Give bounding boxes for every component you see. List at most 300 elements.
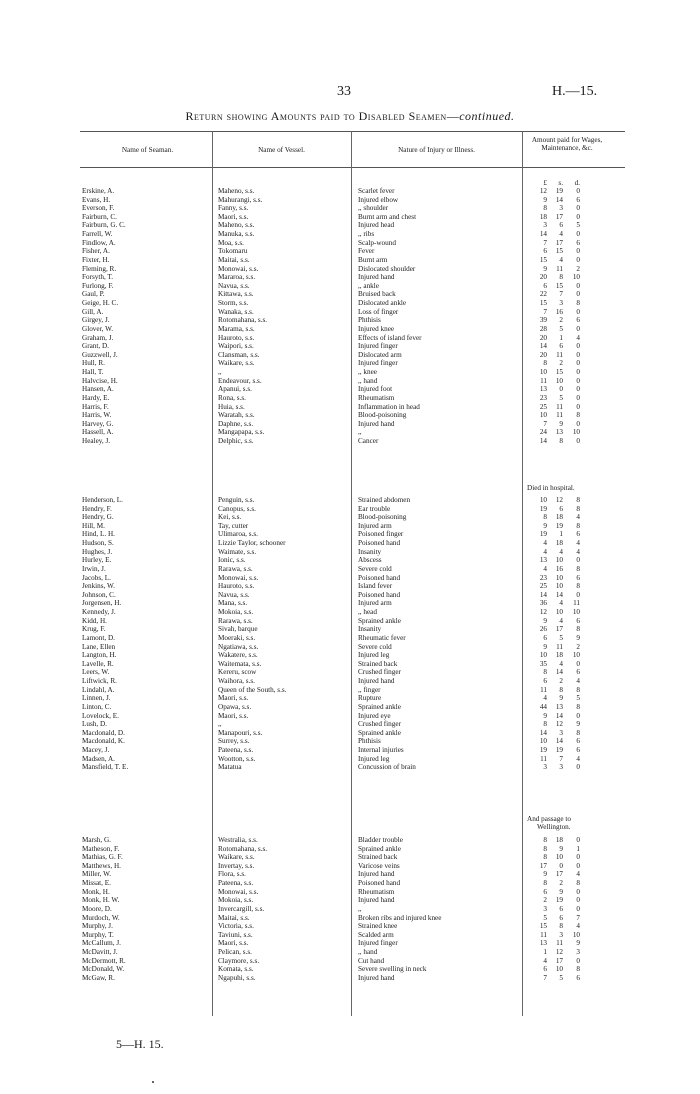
amount-pence: 4	[576, 513, 580, 522]
amount-pounds: 4	[543, 956, 547, 965]
amount-pence: 8	[576, 564, 580, 573]
amount-pence: 10	[572, 428, 580, 437]
seaman-name: Langton, H.	[82, 651, 117, 660]
vessel-name: Tay, cutter	[218, 521, 249, 530]
vessel-name: Westralia, s.s.	[218, 836, 258, 844]
seaman-name: Geige, H. C.	[82, 299, 119, 308]
seaman-name: Fleming, R.	[82, 264, 117, 273]
seaman-name: Halvcise, H.	[82, 376, 118, 385]
amount-pence: 0	[576, 247, 580, 256]
vessel-name: Kereru, scow	[218, 668, 257, 677]
amount-pounds: 5	[543, 913, 547, 922]
amount-pence: 0	[576, 187, 580, 195]
vessel-name: Victoria, s.s.	[218, 922, 254, 931]
amount-shillings: 11	[556, 411, 563, 420]
vessel-name: Queen of the South, s.s.	[218, 685, 287, 694]
seaman-name: Linton, C.	[82, 702, 112, 711]
injury-description: ,, hand	[358, 948, 378, 957]
amount-shillings: 14	[555, 668, 563, 677]
seaman-name: Hardy, E.	[82, 393, 110, 402]
amount-pence: 0	[576, 711, 580, 720]
amount-pence: 0	[576, 419, 580, 428]
amount-pence: 8	[576, 521, 580, 530]
amount-pence: 8	[576, 879, 580, 888]
vessel-name: Clansman, s.s.	[218, 350, 260, 359]
injury-description: Bladder trouble	[358, 836, 403, 844]
injury-description: ,, ankle	[358, 281, 379, 290]
amount-pounds: 39	[539, 316, 547, 325]
amount-pence: 10	[572, 608, 580, 617]
injury-description: Injured hand	[358, 870, 395, 879]
injury-description: ,, ribs	[358, 230, 375, 239]
amount-shillings: 4	[559, 599, 563, 608]
amount-shillings: 13	[555, 428, 563, 437]
seaman-name: Liftwick, R.	[82, 677, 117, 686]
amount-pounds: 4	[543, 694, 547, 703]
seaman-name: Matthews, H.	[82, 861, 121, 870]
seaman-name: Graham, J.	[82, 333, 114, 342]
injury-description: Island fever	[358, 582, 393, 591]
amount-shillings: 13	[555, 702, 563, 711]
vessel-name: Kittawa, s.s.	[218, 290, 254, 299]
note-died-in-hospital: Died in hospital.	[527, 484, 575, 492]
amount-shillings: 3	[559, 930, 563, 939]
amount-pounds: 8	[543, 359, 547, 368]
amount-shillings: 15	[555, 368, 563, 377]
seaman-name: Hull, R.	[82, 359, 105, 368]
amount-shillings: 10	[555, 965, 563, 974]
vessel-name: Matatua	[218, 763, 242, 772]
vessel-name: Manuka, s.s.	[218, 230, 255, 239]
vessel-name: Rarawa, s.s.	[218, 616, 253, 625]
amount-pence: 8	[576, 702, 580, 711]
injury-description: Injured hand	[358, 973, 395, 982]
injury-description: ,, hand	[358, 376, 378, 385]
vessel-name: ,,	[218, 720, 222, 729]
seaman-name: Lamont, D.	[82, 633, 115, 642]
amount-pounds: 8	[543, 513, 547, 522]
seaman-name: Marsh, G.	[82, 836, 111, 844]
seaman-name: Lindahl, A.	[82, 685, 115, 694]
seaman-name: Fairburn, G. C.	[82, 221, 126, 230]
vessel-name: Manapouri, s.s.	[218, 728, 263, 737]
injury-description: ,,	[358, 904, 362, 913]
seaman-name: Missat, E.	[82, 879, 111, 888]
seaman-name: Guzzwell, J.	[82, 350, 118, 359]
amount-shillings: 4	[559, 255, 563, 264]
amount-pence: 10	[572, 273, 580, 282]
amount-pounds: 3	[543, 221, 547, 230]
vessel-name: Claymore, s.s.	[218, 956, 260, 965]
vessel-name: Navua, s.s.	[218, 590, 250, 599]
amount-shillings: 0	[559, 385, 563, 394]
vessel-name: Mokoia, s.s.	[218, 608, 254, 617]
injury-description: Abscess	[358, 556, 382, 565]
title-continued: continued.	[459, 109, 515, 123]
seaman-name: Monk, H.	[82, 887, 110, 896]
vessel-name: Opawa, s.s.	[218, 702, 252, 711]
amount-pence: 4	[576, 547, 580, 556]
amount-shillings: 5	[559, 324, 563, 333]
vessel-name: Pelican, s.s.	[218, 948, 252, 957]
amount-pounds: 2	[543, 896, 547, 905]
seaman-name: Lane, Ellen	[82, 642, 116, 651]
amount-pounds: 8	[543, 720, 547, 729]
injury-description: Ear trouble	[358, 504, 391, 513]
amount-pence: 0	[576, 324, 580, 333]
vessel-name: Endeavour, s.s.	[218, 376, 262, 385]
seaman-name: Hudson, S.	[82, 539, 114, 548]
amount-pence: 0	[576, 204, 580, 213]
injury-description: Poisoned finger	[358, 530, 404, 539]
injury-description: Dislocated shoulder	[358, 264, 416, 273]
amount-pence: 0	[576, 212, 580, 221]
amount-pence: 0	[576, 402, 580, 411]
amount-pounds: 10	[539, 496, 547, 504]
amount-shillings: 4	[559, 547, 563, 556]
injury-description: ,, finger	[358, 685, 381, 694]
amount-shillings: 12	[555, 720, 563, 729]
header-bottom-rule	[80, 167, 625, 168]
seaman-name: McDavitt, J.	[82, 948, 118, 957]
amount-pounds: 7	[543, 973, 547, 982]
seaman-name: Hall, T.	[82, 368, 104, 377]
injury-description: Injured leg	[358, 754, 390, 763]
seaman-name: Furlong, F.	[82, 281, 114, 290]
seaman-name: Fairburn, C.	[82, 212, 117, 221]
injury-description: Injured arm	[358, 599, 392, 608]
seaman-name: Harris, W.	[82, 411, 112, 420]
amount-pence: 0	[576, 290, 580, 299]
seaman-name: Linnen, J.	[82, 694, 111, 703]
injury-description: Rheumatic fever	[358, 633, 406, 642]
amount-pounds: 28	[539, 324, 547, 333]
vessel-name: Ngapuhi, s.s.	[218, 973, 256, 982]
seaman-name: Glover, W.	[82, 324, 114, 333]
amount-pounds: 8	[543, 844, 547, 853]
amount-pence: 0	[576, 763, 580, 772]
amount-pounds: 17	[539, 861, 547, 870]
page-speck	[152, 1081, 154, 1083]
seaman-name: Girgey, J.	[82, 316, 110, 325]
amount-pounds: 9	[543, 264, 547, 273]
amount-pounds: 7	[543, 238, 547, 247]
amount-pounds: 19	[539, 745, 547, 754]
seaman-name: Johnson, C.	[82, 590, 116, 599]
amount-shillings: 9	[559, 694, 563, 703]
amount-pence: 4	[576, 677, 580, 686]
vessel-name: Surrey, s.s.	[218, 737, 250, 746]
vessel-name: Lizzie Taylor, schooner	[218, 539, 286, 548]
injury-description: Injured hand	[358, 273, 395, 282]
amount-shillings: 10	[555, 853, 563, 862]
injury-description: Severe cold	[358, 564, 392, 573]
amount-shillings: 18	[555, 836, 563, 844]
vessel-name: Waratah, s.s.	[218, 411, 255, 420]
vessel-name: Mana, s.s.	[218, 599, 248, 608]
injury-description: Bruised back	[358, 290, 396, 299]
injury-description: Rheumatism	[358, 393, 395, 402]
amount-shillings: 2	[559, 316, 563, 325]
seaman-name: Matheson, F.	[82, 844, 120, 853]
vessel-name: Mahurangi, s.s.	[218, 195, 263, 204]
vessel-name: Ulimaroa, s.s.	[218, 530, 258, 539]
amount-pence: 3	[576, 948, 580, 957]
amount-shillings: 17	[555, 625, 563, 634]
amount-pounds: 3	[543, 904, 547, 913]
amount-pounds: 7	[543, 307, 547, 316]
amount-pounds: 11	[540, 754, 547, 763]
amount-shillings: 2	[559, 879, 563, 888]
vessel-name: Delphic, s.s.	[218, 436, 254, 445]
vessel-name: Ngatiawa, s.s.	[218, 642, 259, 651]
amount-pounds: 6	[543, 281, 547, 290]
amount-pence: 8	[576, 504, 580, 513]
table-top-rule	[80, 131, 625, 132]
vessel-name: Maheno, s.s.	[218, 187, 255, 195]
vessel-name: Waikare, s.s.	[218, 359, 255, 368]
injury-description: Injured arm	[358, 521, 392, 530]
amount-pounds: 35	[539, 659, 547, 668]
amount-pounds: 4	[543, 539, 547, 548]
amount-shillings: 8	[559, 685, 563, 694]
vessel-name: Maitai, s.s.	[218, 255, 250, 264]
amount-pence: 4	[576, 922, 580, 931]
amount-shillings: 4	[559, 659, 563, 668]
amount-shillings: 9	[559, 844, 563, 853]
vessel-name: Fanny, s.s.	[218, 204, 249, 213]
amount-shillings: 7	[559, 754, 563, 763]
amount-pounds: 23	[539, 393, 547, 402]
seaman-name: Harris, F.	[82, 402, 109, 411]
amount-pence: 0	[576, 350, 580, 359]
amount-pounds: 19	[539, 504, 547, 513]
seaman-name: Madsen, A.	[82, 754, 115, 763]
injury-description: Scarlet fever	[358, 187, 395, 195]
amount-pounds: 12	[539, 187, 547, 195]
amount-pounds: 6	[543, 677, 547, 686]
vessel-name: Daphne, s.s.	[218, 419, 254, 428]
amount-pence: 8	[576, 685, 580, 694]
vessel-name: Tokomaru	[218, 247, 248, 256]
amount-pounds: 8	[543, 204, 547, 213]
vessel-name: Pateena, s.s.	[218, 879, 254, 888]
amount-pence: 8	[576, 411, 580, 420]
amount-shillings: 17	[555, 238, 563, 247]
currency-pounds: £	[543, 179, 547, 187]
injury-description: Dislocated ankle	[358, 299, 407, 308]
seaman-name: Hassell, A.	[82, 428, 114, 437]
vessel-name: Storm, s.s.	[218, 299, 249, 308]
amount-pence: 0	[576, 255, 580, 264]
amount-shillings: 1	[559, 333, 563, 342]
injury-description: Rupture	[358, 694, 382, 703]
amount-pence: 4	[576, 754, 580, 763]
amount-pounds: 10	[539, 737, 547, 746]
seaman-name: Jacobs, L.	[82, 573, 111, 582]
amount-pounds: 15	[539, 255, 547, 264]
seaman-name: Farrell, W.	[82, 230, 113, 239]
injury-description: Strained back	[358, 659, 398, 668]
vessel-name: Rona, s.s.	[218, 393, 246, 402]
amount-pence: 6	[576, 195, 580, 204]
amount-pounds: 23	[539, 573, 547, 582]
injury-description: Injured knee	[358, 324, 395, 333]
vessel-name: Maitai, s.s.	[218, 913, 250, 922]
seaman-name: Murphy, T.	[82, 930, 114, 939]
amount-shillings: 17	[555, 212, 563, 221]
amount-pence: 8	[576, 582, 580, 591]
amount-pounds: 12	[539, 608, 547, 617]
injury-description: Scalded arm	[358, 930, 394, 939]
amount-pence: 8	[576, 728, 580, 737]
amount-pence: 5	[576, 694, 580, 703]
vessel-name: Navua, s.s.	[218, 281, 250, 290]
seaman-name: Macdonald, K.	[82, 737, 125, 746]
amount-pence: 4	[576, 333, 580, 342]
seaman-name: Murphy, J.	[82, 922, 113, 931]
vessel-name: Hauroto, s.s.	[218, 333, 255, 342]
injury-description: ,, head	[358, 608, 377, 617]
amount-shillings: 11	[556, 402, 563, 411]
amount-pounds: 6	[543, 633, 547, 642]
seaman-name: Hansen, A.	[82, 385, 114, 394]
seaman-name: Murdoch, W.	[82, 913, 120, 922]
amount-pounds: 11	[540, 376, 547, 385]
amount-pounds: 6	[543, 247, 547, 256]
vessel-name: Rarawa, s.s.	[218, 564, 253, 573]
amount-pounds: 20	[539, 333, 547, 342]
amount-pence: 0	[576, 887, 580, 896]
seaman-name: Grant, D.	[82, 342, 109, 351]
amount-pence: 0	[576, 368, 580, 377]
amount-shillings: 17	[555, 870, 563, 879]
amount-shillings: 9	[559, 887, 563, 896]
amount-pence: 6	[576, 530, 580, 539]
amount-pence: 0	[576, 556, 580, 565]
injury-description: Varicose veins	[358, 861, 400, 870]
vessel-name: Mararoa, s.s.	[218, 273, 256, 282]
amount-pence: 11	[573, 599, 580, 608]
vessel-name: Maori, s.s.	[218, 711, 249, 720]
seaman-name: McCallum, J.	[82, 939, 121, 948]
seaman-name: Findlow, A.	[82, 238, 116, 247]
injury-description: Poisoned hand	[358, 879, 401, 888]
amount-shillings: 19	[555, 187, 563, 195]
amount-pounds: 20	[539, 273, 547, 282]
injury-description: Injured head	[358, 221, 395, 230]
vessel-name: Hauroto, s.s.	[218, 582, 255, 591]
injury-description: Scalp-wound	[358, 238, 396, 247]
injury-description: Crushed finger	[358, 720, 401, 729]
amount-pounds: 9	[543, 616, 547, 625]
injury-description: Injured hand	[358, 896, 395, 905]
injury-description: Poisoned hand	[358, 539, 401, 548]
amount-shillings: 3	[559, 728, 563, 737]
amount-shillings: 9	[559, 419, 563, 428]
amount-shillings: 10	[555, 556, 563, 565]
amount-pence: 6	[576, 737, 580, 746]
amount-shillings: 10	[555, 573, 563, 582]
vessel-name: Penguin, s.s.	[218, 496, 255, 504]
amount-shillings: 11	[556, 642, 563, 651]
vessel-name: Moa, s.s.	[218, 238, 244, 247]
injury-description: ,, knee	[358, 368, 377, 377]
amount-shillings: 3	[559, 299, 563, 308]
seaman-name: Gill, A.	[82, 307, 104, 316]
vessel-name: Ionic, s.s.	[218, 556, 246, 565]
amount-shillings: 6	[559, 913, 563, 922]
vessel-name: Huia, s.s.	[218, 402, 245, 411]
amount-pounds: 9	[543, 711, 547, 720]
seaman-name: Fixter, H.	[82, 255, 110, 264]
amount-pence: 8	[576, 625, 580, 634]
vessel-name: Monowai, s.s.	[218, 573, 259, 582]
amount-shillings: 18	[555, 651, 563, 660]
amount-pence: 0	[576, 904, 580, 913]
vessel-name: Waipori, s.s.	[218, 342, 254, 351]
amount-pounds: 14	[539, 230, 547, 239]
amount-pence: 6	[576, 973, 580, 982]
amount-shillings: 14	[555, 195, 563, 204]
amount-shillings: 14	[555, 590, 563, 599]
amount-shillings: 11	[556, 350, 563, 359]
amount-pence: 5	[576, 221, 580, 230]
seaman-name: Miller, W.	[82, 870, 112, 879]
amount-pounds: 9	[543, 870, 547, 879]
seaman-name: Hendry, G.	[82, 513, 114, 522]
seaman-name: Kennedy, J.	[82, 608, 116, 617]
amount-pence: 0	[576, 359, 580, 368]
vessel-name: Rotomahana, s.s.	[218, 844, 268, 853]
note-passage-line1: And passage to	[527, 815, 571, 823]
injury-description: ,,	[358, 428, 362, 437]
seaman-name: Macdonald, D.	[82, 728, 125, 737]
injury-description: Blood-poisoning	[358, 513, 407, 522]
vessel-name: Sivah, barque	[218, 625, 258, 634]
amount-pounds: 4	[543, 547, 547, 556]
vessel-name: Pateena, s.s.	[218, 745, 254, 754]
column-divider-3	[522, 131, 523, 1016]
col-header-vessel: Name of Vessel.	[258, 146, 305, 154]
currency-pence: d.	[574, 179, 580, 187]
amount-shillings: 6	[559, 342, 563, 351]
amount-pounds: 10	[539, 651, 547, 660]
amount-pounds: 14	[539, 436, 547, 445]
injury-description: Cancer	[358, 436, 379, 445]
injury-description: Inflammation in head	[358, 402, 420, 411]
amount-pence: 6	[576, 745, 580, 754]
amount-shillings: 12	[555, 496, 563, 504]
seaman-name: Irwin, J.	[82, 564, 106, 573]
amount-shillings: 7	[559, 290, 563, 299]
injury-description: Cut hand	[358, 956, 385, 965]
amount-pounds: 11	[540, 930, 547, 939]
vessel-name: Flora, s.s.	[218, 870, 246, 879]
seaman-name: Hughes, J.	[82, 547, 113, 556]
amount-pence: 6	[576, 668, 580, 677]
injury-description: Blood-poisoning	[358, 411, 407, 420]
amount-shillings: 6	[559, 504, 563, 513]
injury-description: ,, shoulder	[358, 204, 389, 213]
seaman-name: Fisher, A.	[82, 247, 110, 256]
injury-description: Injured foot	[358, 385, 393, 394]
vessel-name: Waitemata, s.s.	[218, 659, 262, 668]
seaman-name: Jorgensen, H.	[82, 599, 122, 608]
injury-description: Injured hand	[358, 419, 395, 428]
amount-pence: 6	[576, 238, 580, 247]
injury-description: Poisoned hand	[358, 590, 401, 599]
